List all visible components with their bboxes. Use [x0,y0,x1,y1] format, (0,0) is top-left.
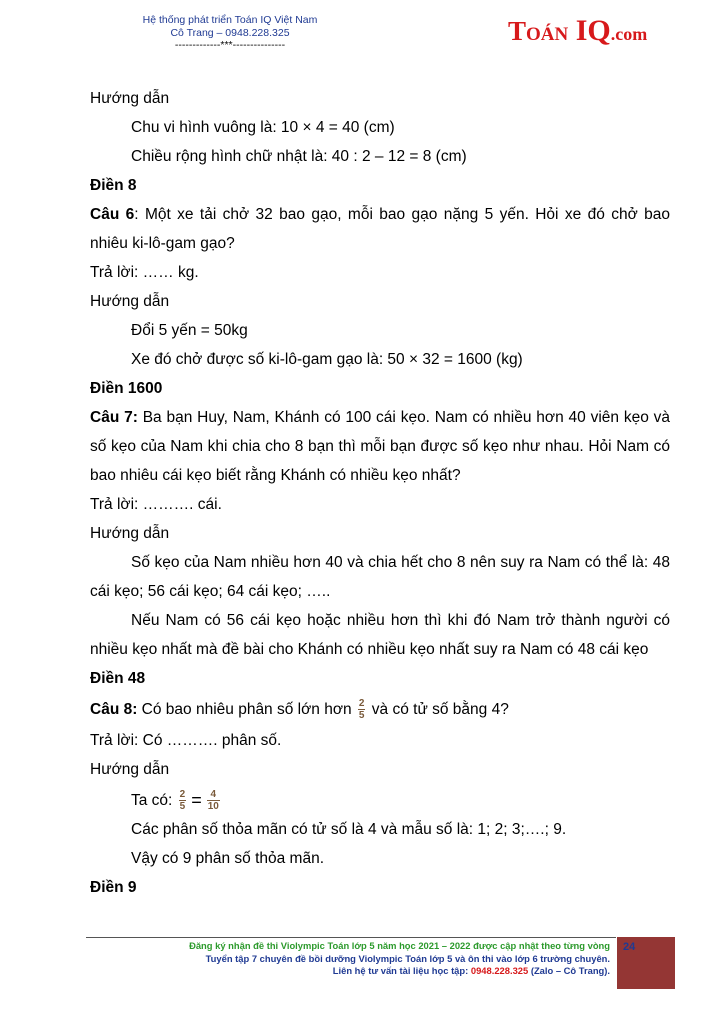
page-number-box [617,937,675,989]
text-line: Đổi 5 yến = 50kg [131,322,248,339]
text-line: Các phân số thỏa mãn có tử số là 4 và mẫu số là: 1; 2; 3;….; 9. [131,821,567,839]
fraction: $\frac{4}{10}$ [207,789,219,813]
footer-line-2: Tuyển tập 7 chuyên đề bồi dưỡng Violympic Toán lớp 5 và ôn thi vào lớp 6 trường chuyên. [205,952,610,964]
question-6: Câu 6: Một xe tải chở 32 bao gạo, mỗi bao gạo nặng 5 yến. Hỏi xe đó chở bao nhiêu ki-lô-gam gạo? [90,206,670,252]
text-paragraph: Số kẹo của Nam nhiều hơn 40 và chia hết cho 8 nên suy ra Nam có thể là: 48 cái kẹo; 56 cái kẹo; 64 cái kẹo; ….. [90,554,670,600]
header-info [120,14,340,52]
question-8: Câu 8: Có bao nhiêu phân số lớn hơn $\frac{2}{5}$ và có tử số bằng 4? [90,698,509,722]
answer-line: Điền 8 [90,177,137,194]
answer-line: Điền 1600 [90,380,163,397]
document-body [90,84,670,902]
text-paragraph: Nếu Nam có 56 cái kẹo hoặc nhiều hơn thì khi đó Nam trở thành người có nhiều kẹo nhất mà đề bài cho Khánh có nhiều kẹo nhất suy ra Nam có 48 cái kẹo [90,612,670,658]
fraction: $\frac{2}{5}$ [179,789,186,813]
guide-heading: Hướng dẫn [90,90,170,107]
answer-prompt: Trả lời: …… kg. [90,264,199,281]
guide-heading: Hướng dẫn [90,293,170,310]
text-line: Chu vi hình vuông là: 10 × 4 = 40 (cm) [131,119,395,136]
page-number: 24 [623,941,636,953]
footer [86,940,610,978]
text-line: Chiều rộng hình chữ nhật là: 40 : 2 – 12 = 8 (cm) [131,148,467,165]
header-separator: -------------***--------------- [174,39,286,51]
formula-line: Ta có: $\frac{2}{5}$ = $\frac{4}{10}$ [131,789,219,813]
guide-heading: Hướng dẫn [90,761,170,778]
answer-prompt: Trả lời: ………. cái. [90,496,222,513]
answer-line: Điền 48 [90,670,146,687]
footer-divider [86,937,616,938]
text-line: Vậy có 9 phân số thỏa mãn. [131,850,325,868]
header-contact: Cô Trang – 0948.228.325 [170,26,290,39]
footer-line-1: Đăng ký nhận đề thi Violympic Toán lớp 5 năm học 2021 – 2022 được cập nhật theo từng vòng [189,940,610,951]
fraction: $\frac{2}{5}$ [358,698,365,722]
header-org: Hệ thống phát triển Toán IQ Việt Nam [142,14,318,26]
logo: TOÁN IQ.com [508,14,648,47]
answer-prompt: Trả lời: Có ………. phân số. [90,732,282,749]
footer-line-3: Liên hệ tư vấn tài liệu học tập: 0948.228.325 (Zalo – Cô Trang). [332,965,610,976]
answer-line: Điền 9 [90,879,137,897]
guide-heading: Hướng dẫn [90,525,170,542]
text-line: Xe đó chở được số ki-lô-gam gạo là: 50 × 32 = 1600 (kg) [131,351,523,368]
question-7: Câu 7: Ba bạn Huy, Nam, Khánh có 100 cái kẹo. Nam có nhiều hơn 40 viên kẹo và số kẹo của Nam khi chia cho 8 bạn thì mỗi bạn được số kẹo như nhau. Hỏi Nam có bao nhiêu cái kẹo biết rằng Khánh có nhiều kẹo nhất? [90,409,671,484]
